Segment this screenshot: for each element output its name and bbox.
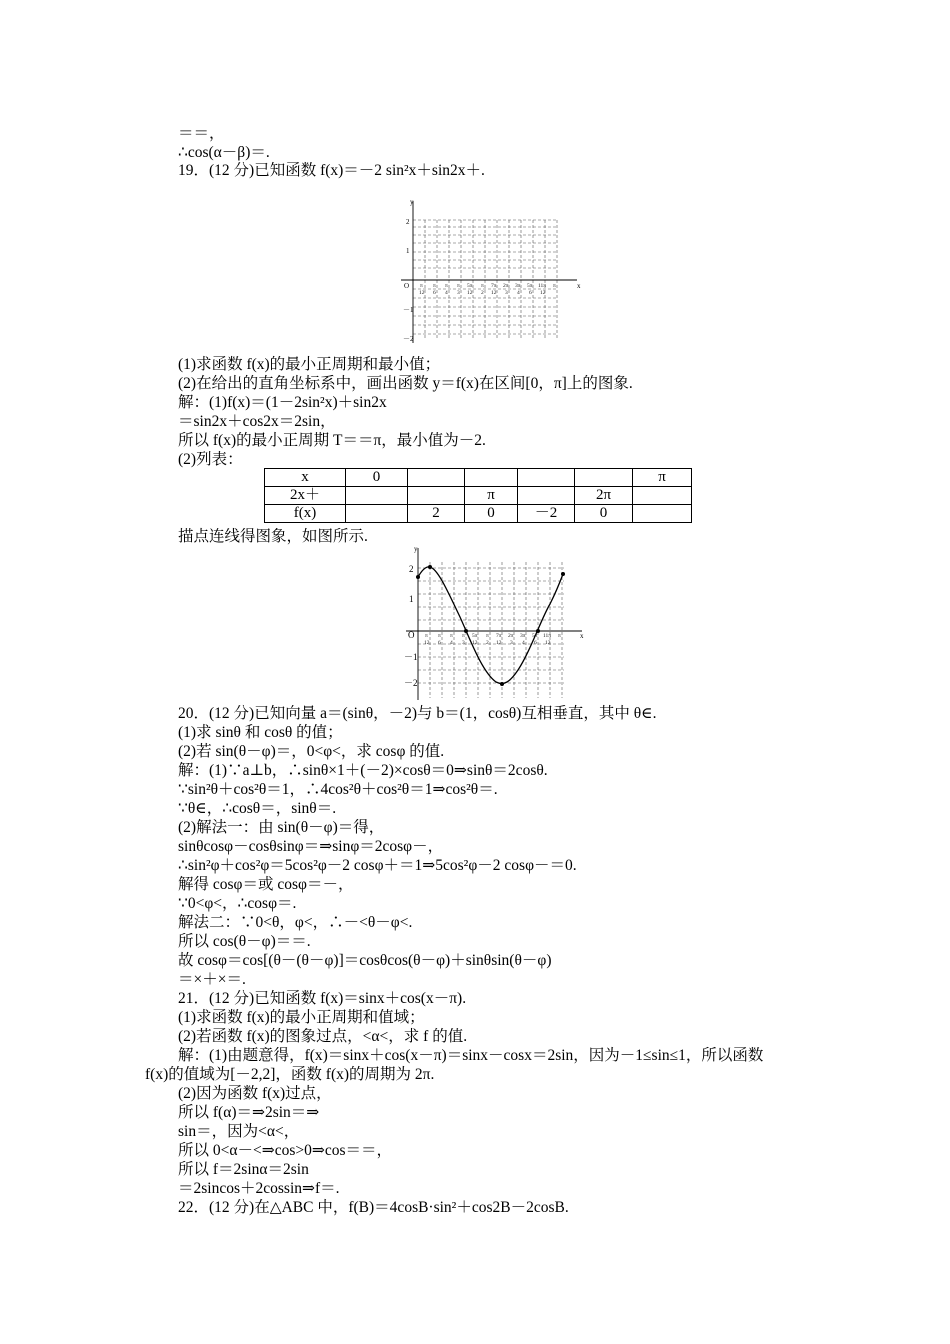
- table-cell: f(x): [265, 505, 346, 523]
- svg-text:5π: 5π: [472, 633, 478, 639]
- table-cell: －2: [518, 505, 575, 523]
- svg-text:6: 6: [438, 640, 441, 646]
- svg-text:6: 6: [529, 290, 532, 296]
- text-line: ∵sin²θ＋cos²θ＝1，∴4cos²θ＋cos²θ＝1⇒cos²θ＝.: [178, 781, 498, 798]
- table-cell: 2: [408, 505, 465, 523]
- text-line: sin＝，因为<α<，: [178, 1123, 300, 1140]
- svg-text:4: 4: [522, 640, 525, 646]
- origin-label: O: [404, 282, 410, 290]
- y-tick: 1: [406, 247, 410, 255]
- value-table: [264, 468, 692, 523]
- svg-text:π: π: [486, 633, 489, 639]
- text-line: 所以 f(x)的最小正周期 T＝＝π，最小值为－2.: [178, 432, 486, 449]
- svg-text:12: 12: [472, 640, 478, 646]
- svg-text:3π: 3π: [515, 283, 521, 289]
- svg-text:4: 4: [445, 290, 448, 296]
- y-tick: 1: [409, 594, 414, 604]
- svg-text:5π: 5π: [467, 283, 473, 289]
- svg-text:3: 3: [457, 290, 460, 296]
- svg-text:2π: 2π: [508, 633, 514, 639]
- svg-text:6: 6: [534, 640, 537, 646]
- svg-text:π: π: [450, 633, 453, 639]
- text-line: (2)若函数 f(x)的图象过点，<α<，求 f 的值.: [178, 1028, 468, 1045]
- text-line: ∴cos(α－β)＝.: [178, 144, 270, 161]
- svg-text:π: π: [420, 283, 423, 289]
- text-line: 解得 cosφ＝或 cosφ＝－，: [178, 876, 354, 893]
- text-line: ∴sin²φ＋cos²φ＝5cos²φ－2 cosφ＋＝1⇒5cos²φ－2 cosφ－＝0.: [178, 857, 577, 874]
- y-tick: －1: [403, 306, 414, 314]
- problem-20-title: 20．(12 分)已知向量 a＝(sinθ，－2)与 b＝(1，cosθ)互相垂直，其中 θ∈.: [178, 705, 657, 722]
- table-cell: [575, 469, 633, 487]
- table-cell: π: [633, 469, 692, 487]
- text-line: 描点连线得图象，如图所示.: [178, 528, 368, 545]
- svg-text:6: 6: [433, 290, 436, 296]
- y-tick: －2: [403, 335, 414, 343]
- svg-text:3: 3: [510, 640, 513, 646]
- text-line: (1)求 sinθ 和 cosθ 的值；: [178, 724, 343, 741]
- axis-label-x: x: [580, 632, 584, 640]
- svg-text:12: 12: [540, 290, 546, 296]
- svg-text:5π: 5π: [527, 283, 533, 289]
- svg-text:π: π: [553, 283, 556, 289]
- svg-text:π: π: [433, 283, 436, 289]
- svg-text:5π: 5π: [532, 633, 538, 639]
- text-line: (2)解法一：由 sin(θ－φ)＝得，: [178, 819, 385, 836]
- table-cell: [346, 505, 408, 523]
- text-line: (1)求函数 f(x)的最小正周期和最小值；: [178, 356, 441, 373]
- svg-text:4: 4: [450, 640, 453, 646]
- table-cell: [633, 487, 692, 505]
- table-cell: [408, 487, 465, 505]
- table-cell: [408, 469, 465, 487]
- svg-text:12: 12: [545, 640, 551, 646]
- text-line: ∵0<φ<，∴cosφ＝.: [178, 895, 297, 912]
- text-line: (2)在给出的直角坐标系中，画出函数 y＝f(x)在区间[0，π]上的图象.: [178, 375, 633, 392]
- text-line: (2)因为函数 f(x)过点，: [178, 1085, 332, 1102]
- svg-text:3: 3: [505, 290, 508, 296]
- text-line: (2)列表：: [178, 451, 243, 468]
- text-line: 解：(1)f(x)＝(1－2sin²x)＋sin2x: [178, 394, 387, 411]
- svg-text:7π: 7π: [491, 283, 497, 289]
- svg-text:11π: 11π: [538, 283, 547, 289]
- text-line: ∵θ∈，∴cosθ＝，sinθ＝.: [178, 800, 337, 817]
- svg-text:3: 3: [462, 640, 465, 646]
- table-cell: [518, 469, 575, 487]
- text-line: 所以 f(α)＝⇒2sin＝⇒: [178, 1104, 320, 1121]
- svg-text:4: 4: [517, 290, 520, 296]
- svg-text:π: π: [558, 633, 561, 639]
- table-cell: 2x＋: [265, 487, 346, 505]
- table-cell: 0: [575, 505, 633, 523]
- text-line: 所以 f＝2sinα＝2sin: [178, 1161, 309, 1178]
- svg-text:11π: 11π: [543, 633, 552, 639]
- svg-text:π: π: [445, 283, 448, 289]
- problem-19-title: 19．(12 分)已知函数 f(x)＝－2 sin²x＋sin2x＋.: [178, 162, 485, 179]
- svg-text:π: π: [481, 283, 484, 289]
- text-line: (2)若 sin(θ－φ)＝，0<φ<，求 cosφ 的值.: [178, 743, 445, 760]
- text-line: 所以 cos(θ－φ)＝＝.: [178, 933, 311, 950]
- svg-text:π: π: [457, 283, 460, 289]
- axis-label-x: x: [577, 282, 581, 290]
- table-cell: x: [265, 469, 346, 487]
- text-line: 解：(1)∵a⊥b，∴sinθ×1＋(－2)×cosθ＝0⇒sinθ＝2cosθ.: [178, 762, 548, 779]
- svg-text:12: 12: [496, 640, 502, 646]
- problem-22-title: 22．(12 分)在△ABC 中，f(B)＝4cosB·sin²＋cos2B－2cosB.: [178, 1199, 569, 1216]
- table-cell: [346, 487, 408, 505]
- problem-21-title: 21．(12 分)已知函数 f(x)＝sinx＋cos(x－π).: [178, 990, 467, 1007]
- text-line: sinθcosφ－cosθsinφ＝⇒sinφ＝2cosφ－，: [178, 838, 444, 855]
- function-graph: [400, 542, 590, 702]
- svg-text:2π: 2π: [503, 283, 509, 289]
- svg-text:π: π: [425, 633, 428, 639]
- text-line: ＝2sincos＋2cossin⇒f＝.: [178, 1180, 340, 1197]
- sine-curve: [418, 567, 563, 684]
- text-line: ＝＝，: [178, 125, 225, 142]
- svg-text:3π: 3π: [520, 633, 526, 639]
- y-tick: 2: [409, 564, 414, 574]
- svg-text:2: 2: [481, 290, 484, 296]
- svg-text:7π: 7π: [496, 633, 502, 639]
- text-line: ＝sin2x＋cos2x＝2sin，: [178, 413, 336, 430]
- table-cell: 2π: [575, 487, 633, 505]
- svg-text:2: 2: [486, 640, 489, 646]
- svg-text:12: 12: [424, 640, 430, 646]
- table-cell: 0: [346, 469, 408, 487]
- table-cell: 0: [465, 505, 518, 523]
- text-line: f(x)的值域为[－2,2]，函数 f(x)的周期为 2π.: [145, 1066, 435, 1083]
- table-cell: [465, 469, 518, 487]
- y-tick: －2: [404, 678, 418, 688]
- svg-text:12: 12: [419, 290, 425, 296]
- text-line: 所以 0<α－<⇒cos>0⇒cos＝＝，: [178, 1142, 393, 1159]
- text-line: ＝×＋×＝.: [178, 971, 246, 988]
- svg-text:12: 12: [467, 290, 473, 296]
- svg-text:π: π: [462, 633, 465, 639]
- text-line: 解：(1)由题意得，f(x)＝sinx＋cos(x－π)＝sinx－cosx＝2sin，因为－1≤sin≤1，所以函数: [178, 1047, 764, 1064]
- text-line: 解法二：∵0<θ，φ<，∴－<θ－φ<.: [178, 914, 413, 931]
- origin-label: O: [408, 630, 415, 640]
- axis-label-y: y: [414, 545, 418, 553]
- y-tick: －1: [404, 652, 418, 662]
- text-line: (1)求函数 f(x)的最小正周期和值域；: [178, 1009, 425, 1026]
- table-cell: π: [465, 487, 518, 505]
- table-cell: [633, 505, 692, 523]
- axis-label-y: y: [410, 198, 414, 206]
- empty-coordinate-grid: [395, 195, 585, 345]
- svg-text:12: 12: [491, 290, 497, 296]
- svg-text:π: π: [438, 633, 441, 639]
- table-cell: [518, 487, 575, 505]
- y-tick: 2: [406, 218, 410, 226]
- text-line: 故 cosφ＝cos[(θ－(θ－φ)]＝cosθcos(θ－φ)＋sinθsin(θ－φ): [178, 952, 552, 969]
